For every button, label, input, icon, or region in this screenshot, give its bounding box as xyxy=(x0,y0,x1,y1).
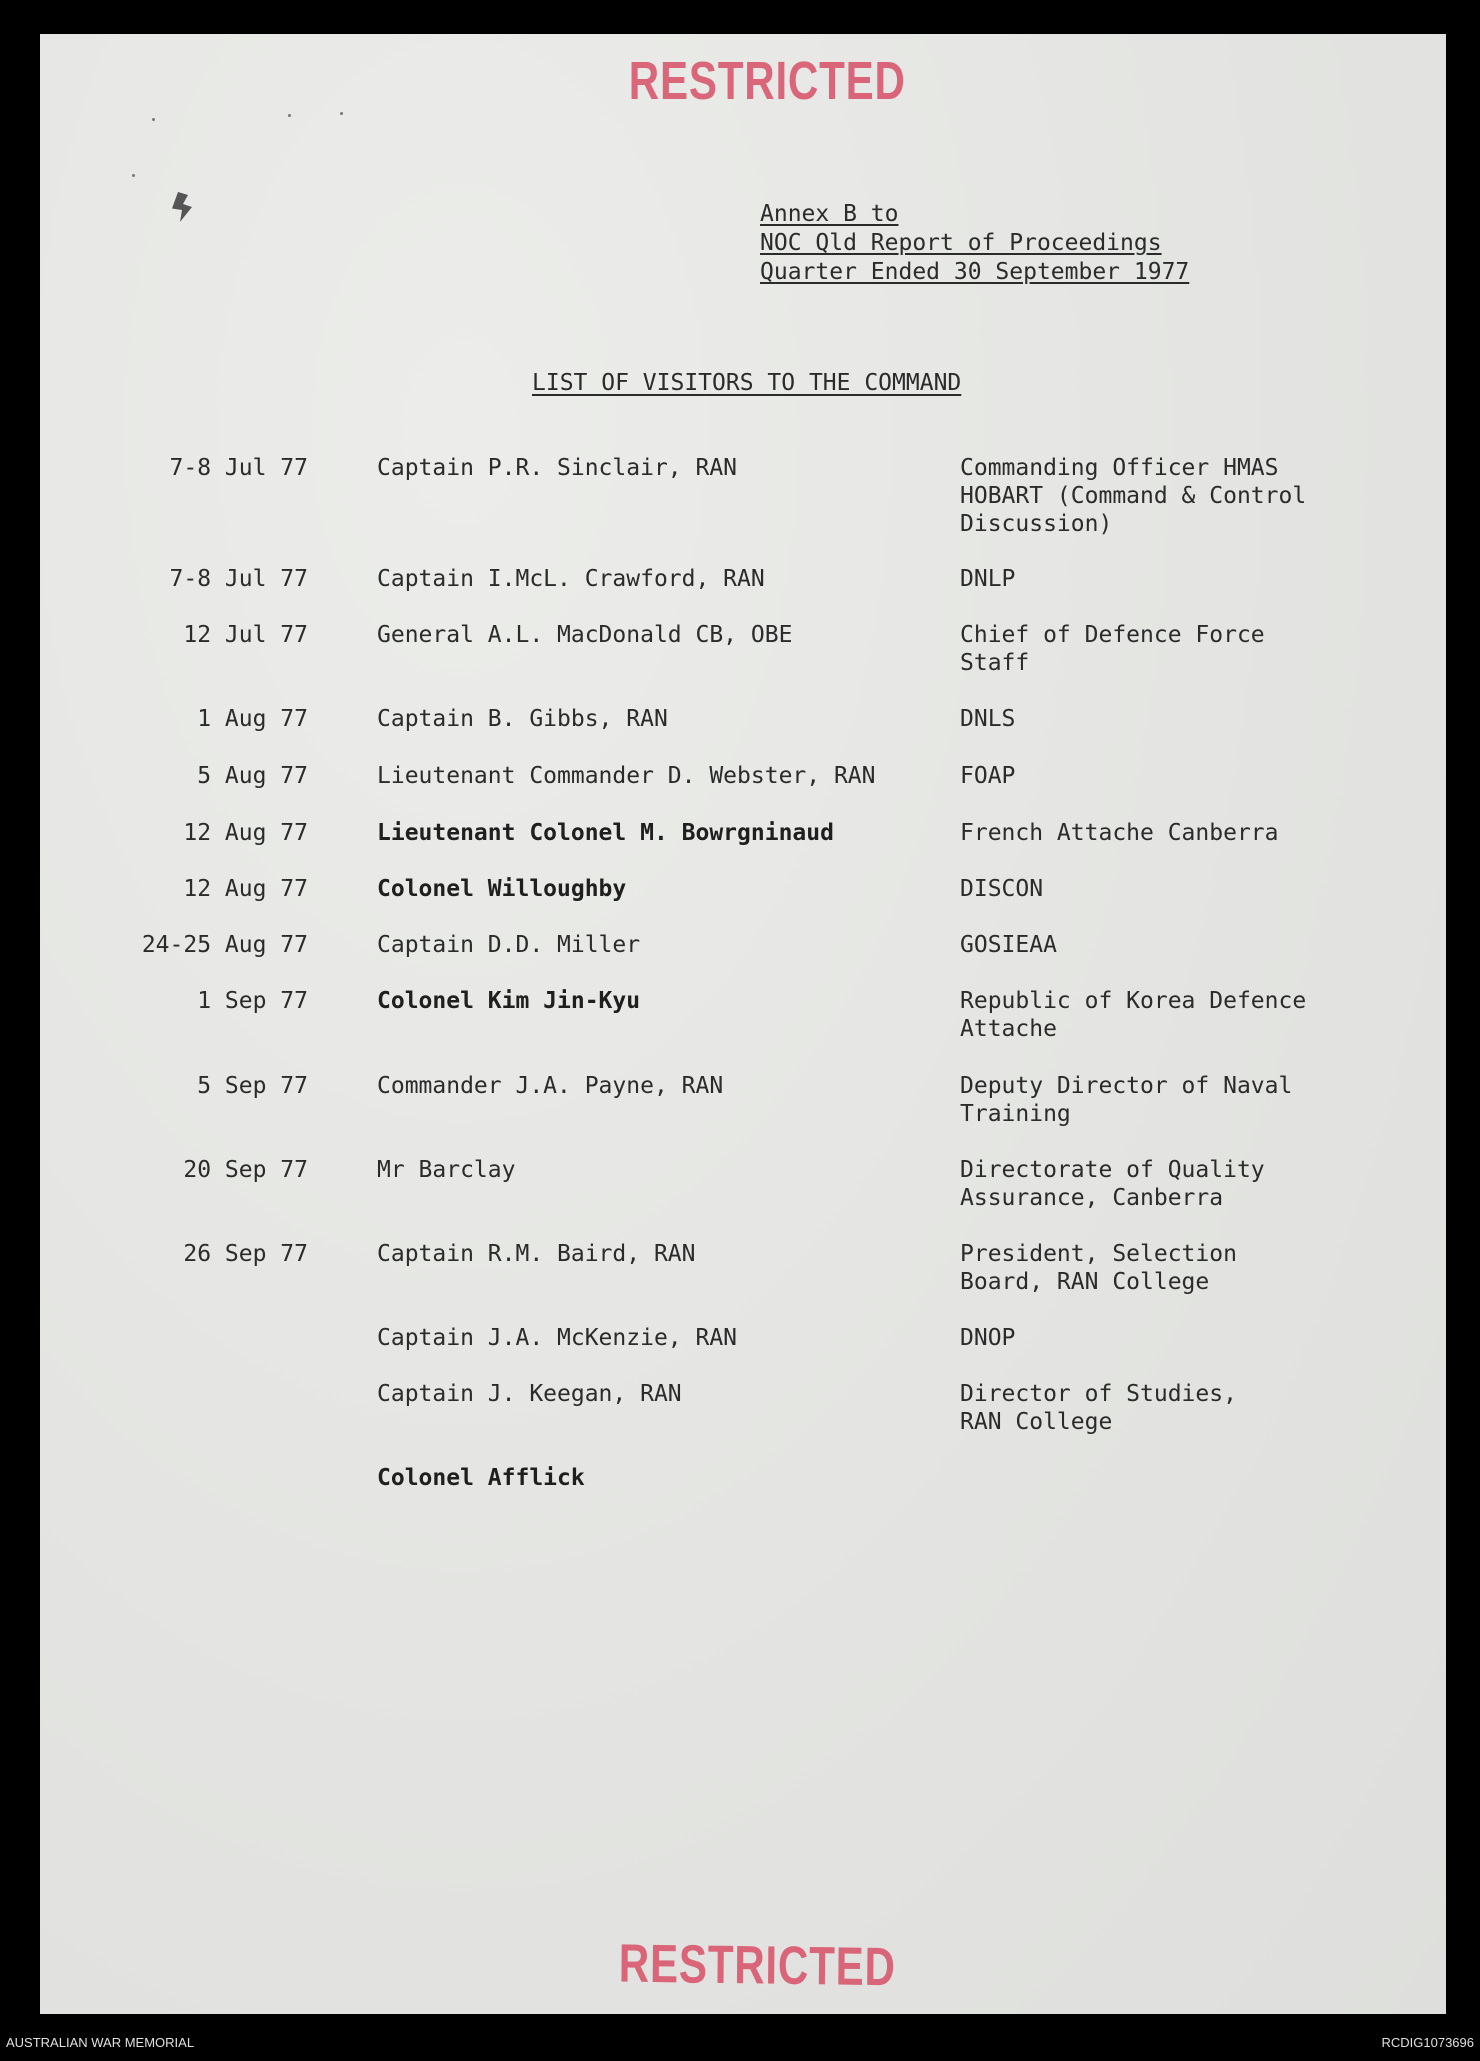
visitor-role: President, Selection Board, RAN College xyxy=(960,1241,1237,1295)
annex-reference xyxy=(760,200,1189,287)
visitor-role: DNLS xyxy=(960,706,1016,732)
visit-date: 1 Sep 77 xyxy=(197,988,308,1014)
paper-speck xyxy=(288,114,291,117)
document-page xyxy=(40,34,1446,2014)
visitor-name: Captain I.McL. Crawford, RAN xyxy=(377,566,765,592)
visitor-name: Colonel Kim Jin-Kyu xyxy=(377,988,641,1014)
annex-line-1: Annex B to xyxy=(760,201,899,227)
visitor-role: Deputy Director of Naval Training xyxy=(960,1073,1293,1127)
visit-date: 20 Sep 77 xyxy=(183,1157,308,1183)
archive-credit: AUSTRALIAN WAR MEMORIAL xyxy=(6,2035,195,2050)
visitor-name: Captain B. Gibbs, RAN xyxy=(377,706,668,732)
visit-date: 5 Aug 77 xyxy=(197,763,308,789)
visitor-name: Colonel Willoughby xyxy=(377,876,627,902)
paper-speck xyxy=(340,112,343,115)
restricted-stamp-top: RESTRICTED xyxy=(628,51,906,111)
visit-date: 5 Sep 77 xyxy=(197,1073,308,1099)
visitor-name: Captain P.R. Sinclair, RAN xyxy=(377,455,738,481)
visit-date: 12 Jul 77 xyxy=(183,622,308,648)
visitor-role: Republic of Korea Defence Attache xyxy=(960,988,1307,1042)
visitor-role: FOAP xyxy=(960,763,1016,789)
archive-id: RCDIG1073696 xyxy=(1381,2035,1474,2050)
visitor-role: DNLP xyxy=(960,566,1016,592)
visitor-name: General A.L. MacDonald CB, OBE xyxy=(377,622,793,648)
restricted-stamp-bottom: RESTRICTED xyxy=(618,1933,896,1998)
visitor-name: Captain R.M. Baird, RAN xyxy=(377,1241,696,1267)
annex-line-3: Quarter Ended 30 September 1977 xyxy=(760,259,1190,285)
visitor-role: DISCON xyxy=(960,876,1044,902)
visitor-role: DNOP xyxy=(960,1325,1016,1351)
visit-date: 1 Aug 77 xyxy=(197,706,308,732)
visitor-name: Captain J.A. McKenzie, RAN xyxy=(377,1325,738,1351)
visitor-role: Chief of Defence Force Staff xyxy=(960,622,1265,676)
visitor-name: Captain J. Keegan, RAN xyxy=(377,1381,682,1407)
visit-date: 12 Aug 77 xyxy=(183,876,308,902)
visit-date: 24-25 Aug 77 xyxy=(141,932,308,958)
annex-line-2: NOC Qld Report of Proceedings xyxy=(760,230,1162,256)
visitor-name: Commander J.A. Payne, RAN xyxy=(377,1073,724,1099)
visitor-role: GOSIEAA xyxy=(960,932,1057,958)
paper-speck xyxy=(152,118,155,121)
visitor-role: Directorate of Quality Assurance, Canberra xyxy=(960,1157,1265,1211)
visitor-name: Lieutenant Commander D. Webster, RAN xyxy=(377,763,876,789)
visitor-role: Director of Studies, RAN College xyxy=(960,1381,1237,1435)
document-title: LIST OF VISITORS TO THE COMMAND xyxy=(532,370,962,396)
visit-date: 7-8 Jul 77 xyxy=(169,455,308,481)
visitor-role: French Attache Canberra xyxy=(960,820,1279,846)
visitor-name: Lieutenant Colonel M. Bowrgninaud xyxy=(377,820,834,846)
visitor-role: Commanding Officer HMAS HOBART (Command & Control Discussion) xyxy=(960,455,1307,537)
visit-date: 26 Sep 77 xyxy=(183,1241,308,1267)
visitor-name: Colonel Afflick xyxy=(377,1465,585,1491)
visit-date: 7-8 Jul 77 xyxy=(169,566,308,592)
visitor-name: Mr Barclay xyxy=(377,1157,516,1183)
punch-hole-mark xyxy=(172,192,192,222)
paper-speck xyxy=(132,174,135,177)
visit-date: 12 Aug 77 xyxy=(183,820,308,846)
visitor-name: Captain D.D. Miller xyxy=(377,932,641,958)
